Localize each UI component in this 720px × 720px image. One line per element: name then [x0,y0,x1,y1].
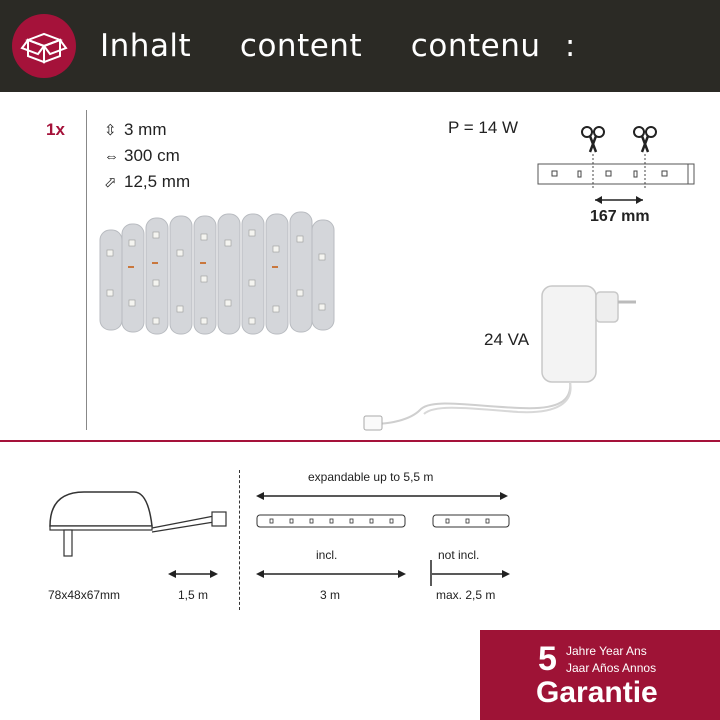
width-arrow-icon: ⬀ [104,174,117,191]
header-bar [0,0,720,92]
section-divider-vertical [86,110,87,430]
led-strip-coil-image [96,210,346,340]
page-title: Inhalt content contenu : [100,28,576,64]
adapter-dimensions: 78x48x67mm [48,588,121,602]
spec-length [104,146,180,166]
spec-height [104,120,167,140]
included-label: incl. [316,548,338,562]
expandable-arrow [256,490,510,502]
extension-strip-icon [432,514,512,530]
open-box-icon [12,14,76,78]
scissors-icon [582,127,604,152]
cable-length-label: 1,5 m [178,588,209,602]
spec-length-value: 300 cm [124,146,180,165]
included-length-arrow [256,568,408,580]
cable-length-arrow [168,568,220,580]
max-extension-label: max. 2,5 m [436,588,496,602]
included-length-label: 3 m [320,588,341,602]
power-adapter-image [360,280,660,440]
guarantee-line-2: Jaar Años Annos [566,661,657,675]
guarantee-line-1: Jahre Year Ans [566,644,647,658]
height-arrow-icon: ⇳ [104,122,117,139]
spec-height-value: 3 mm [124,120,167,139]
power-rating: P = 14 W [448,118,519,137]
guarantee-word: Garantie [536,676,658,709]
guarantee-badge [480,630,720,720]
spec-width-value: 12,5 mm [124,172,191,191]
length-arrow-icon: ⇔ [104,148,119,165]
adapter-rating: 24 VA [484,330,530,349]
guarantee-years: 5 [538,640,557,678]
section-divider [0,440,720,442]
quantity-label: 1x [46,120,65,139]
scissors-icon [634,127,656,152]
included-strip-icon [256,514,408,530]
spec-width [104,172,190,192]
expandable-label: expandable up to 5,5 m [308,470,434,484]
not-included-label: not incl. [438,548,480,562]
dashed-separator [239,470,240,610]
cut-interval-label: 167 mm [590,208,650,225]
extension-length-arrow [430,560,512,586]
adapter-outline-icon [44,486,234,576]
